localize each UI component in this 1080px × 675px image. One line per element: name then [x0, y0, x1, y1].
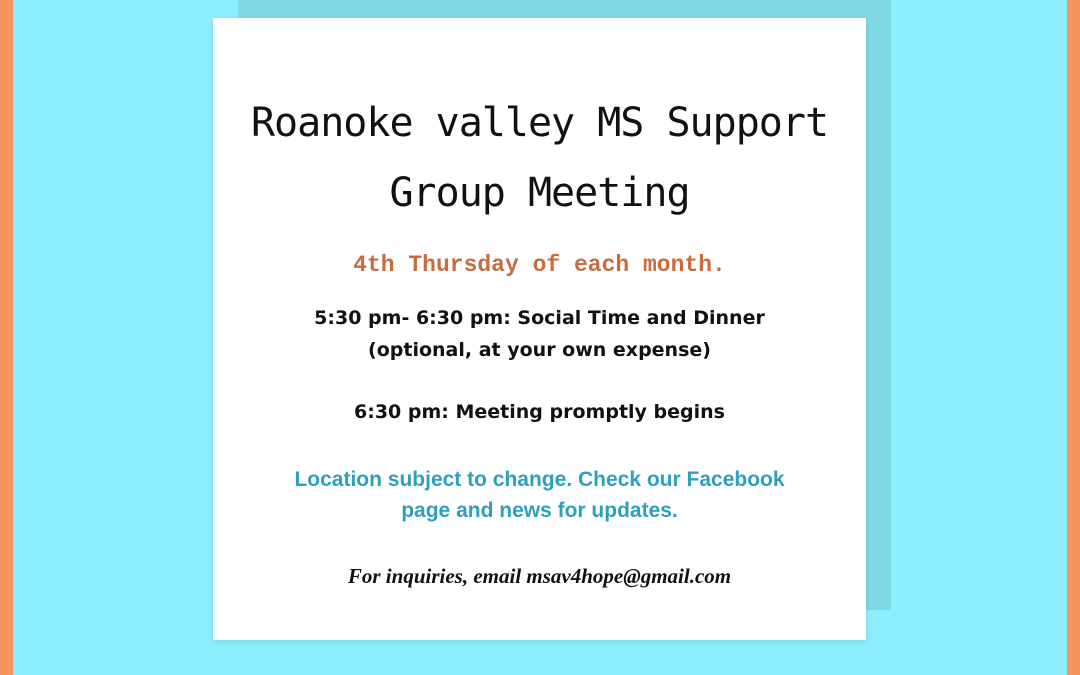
- title-line-1: Roanoke valley MS Support: [250, 100, 829, 146]
- flyer-title: [213, 88, 866, 228]
- title-line-2: Group Meeting: [389, 170, 690, 216]
- meeting-time: 6:30 pm: Meeting promptly begins: [354, 401, 725, 423]
- dinner-schedule: [213, 302, 866, 366]
- location-line-2: page and news for updates.: [401, 499, 678, 522]
- location-line-1: Location subject to change. Check our Facebook: [294, 468, 785, 491]
- location-note: [213, 464, 866, 526]
- left-border-stripe: [0, 0, 13, 675]
- schedule-day: 4th Thursday of each month.: [353, 252, 726, 278]
- right-border-stripe: [1067, 0, 1080, 675]
- dinner-line-2: (optional, at your own expense): [368, 339, 711, 361]
- dinner-line-1: 5:30 pm- 6:30 pm: Social Time and Dinner: [314, 307, 765, 329]
- flyer-card: [213, 18, 866, 640]
- contact-email: For inquiries, email msav4hope@gmail.com: [347, 564, 732, 588]
